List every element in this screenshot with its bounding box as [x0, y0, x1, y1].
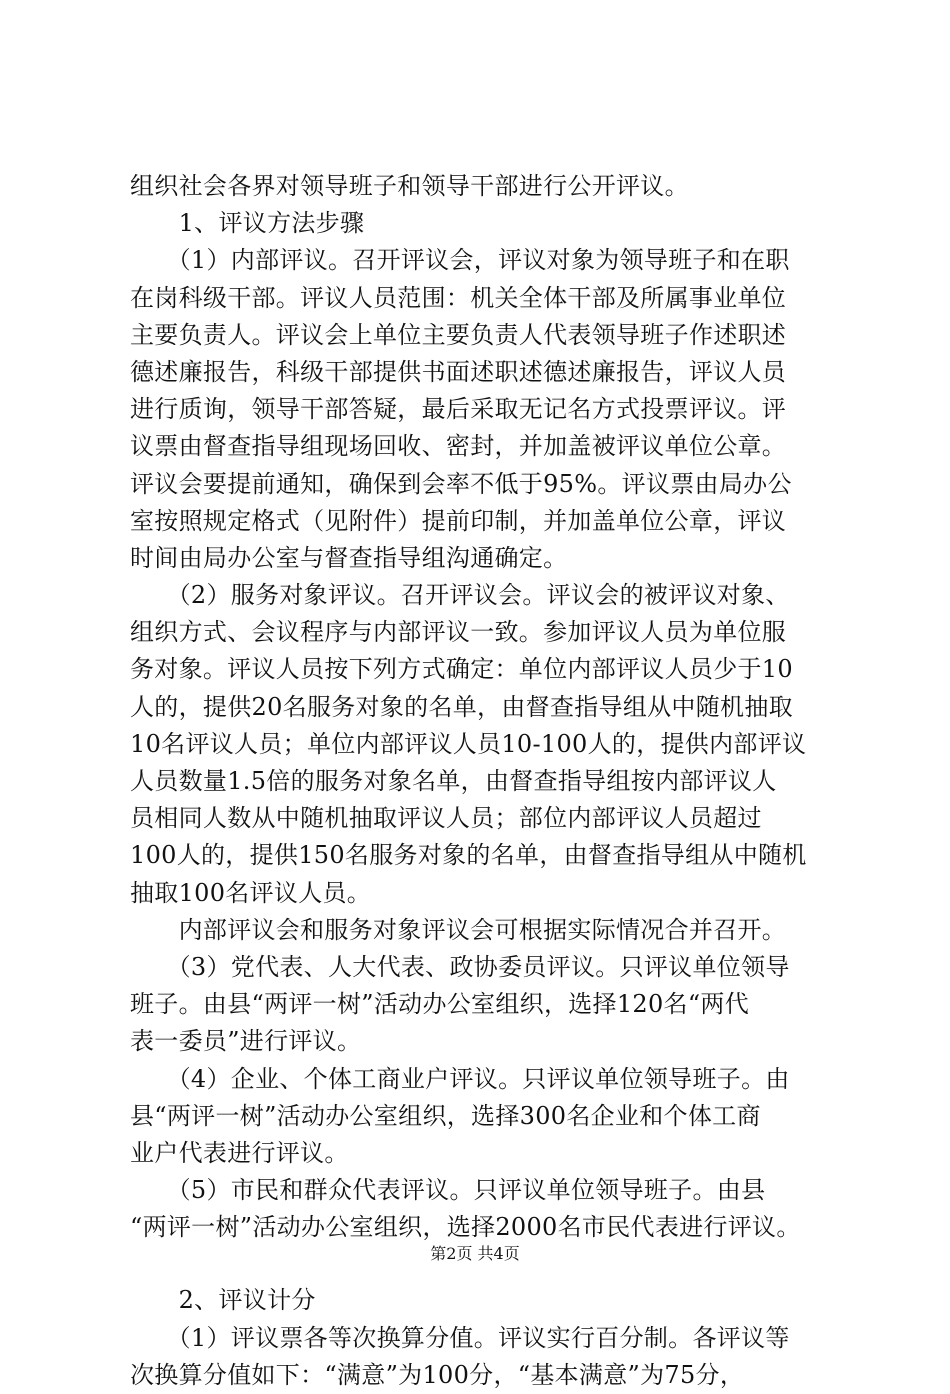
text-line: 100人的，提供150名服务对象的名单，由督查指导组从中随机 — [130, 841, 807, 870]
text-line: 时间由局办公室与督查指导组沟通确定。 — [130, 543, 568, 572]
text-line: 班子。由县“两评一树”活动办公室组织，选择120名“两代 — [130, 990, 750, 1019]
text-line: 进行质询，领导干部答疑，最后采取无记名方式投票评议。评 — [130, 395, 787, 424]
text-line: 10名评议人员；单位内部评议人员10-100人的，提供内部评议 — [130, 729, 807, 758]
text-line: 内部评议会和服务对象评议会可根据实际情况合并召开。 — [130, 915, 787, 944]
text-line: 德述廉报告，科级干部提供书面述职述德述廉报告，评议人员 — [130, 357, 787, 386]
text-line: （1）内部评议。召开评议会，评议对象为领导班子和在职 — [130, 246, 790, 275]
text-line: 人的，提供20名服务对象的名单，由督查指导组从中随机抽取 — [130, 692, 793, 721]
text-line: 抽取100名评议人员。 — [130, 878, 372, 907]
text-line: （5）市民和群众代表评议。只评议单位领导班子。由县 — [130, 1176, 766, 1205]
section-heading: 1、评议方法步骤 — [130, 209, 365, 238]
text-line: 表一委员”进行评议。 — [130, 1027, 362, 1056]
text-line: 在岗科级干部。评议人员范围：机关全体干部及所属事业单位 — [130, 283, 787, 312]
text-line: 评议会要提前通知，确保到会率不低于95%。评议票由局办公 — [130, 469, 792, 498]
text-line: 务对象。评议人员按下列方式确定：单位内部评议人员少于10 — [130, 655, 793, 684]
text-line: 组织社会各界对领导班子和领导干部进行公开评议。 — [130, 172, 689, 200]
text-line: “两评一树”活动办公室组织，选择2000名市民代表进行评议。 — [130, 1213, 801, 1242]
text-line: 业户代表进行评议。 — [130, 1138, 349, 1167]
text-line: 组织方式、会议程序与内部评议一致。参加评议人员为单位服 — [130, 618, 787, 647]
text-line: 议票由督查指导组现场回收、密封，并加盖被评议单位公章。 — [130, 432, 787, 461]
text-line: 人员数量1.5倍的服务对象名单，由督查指导组按内部评议人 — [130, 767, 777, 795]
page-footer: 第2页 共4页 — [430, 1244, 520, 1263]
text-line: 县“两评一树”活动办公室组织，选择300名企业和个体工商 — [130, 1101, 761, 1130]
text-line: （4）企业、个体工商业户评议。只评议单位领导班子。由 — [130, 1064, 790, 1093]
text-line: 主要负责人。评议会上单位主要负责人代表领导班子作述职述 — [130, 320, 787, 349]
text-line: （1）评议票各等次换算分值。评议实行百分制。各评议等 — [130, 1323, 790, 1352]
text-line: 室按照规定格式（见附件）提前印制，并加盖单位公章，评议 — [130, 506, 787, 535]
text-line: 员相同人数从中随机抽取评议人员；部位内部评议人员超过 — [130, 804, 762, 833]
document-body — [130, 168, 840, 1394]
text-line: 次换算分值如下：“满意”为100分，“基本满意”为75分， — [130, 1360, 745, 1389]
text-line: （2）服务对象评议。召开评议会。评议会的被评议对象、 — [130, 581, 790, 610]
text-line: （3）党代表、人大代表、政协委员评议。只评议单位领导 — [130, 952, 790, 981]
section-heading: 2、评议计分 — [130, 1286, 316, 1315]
